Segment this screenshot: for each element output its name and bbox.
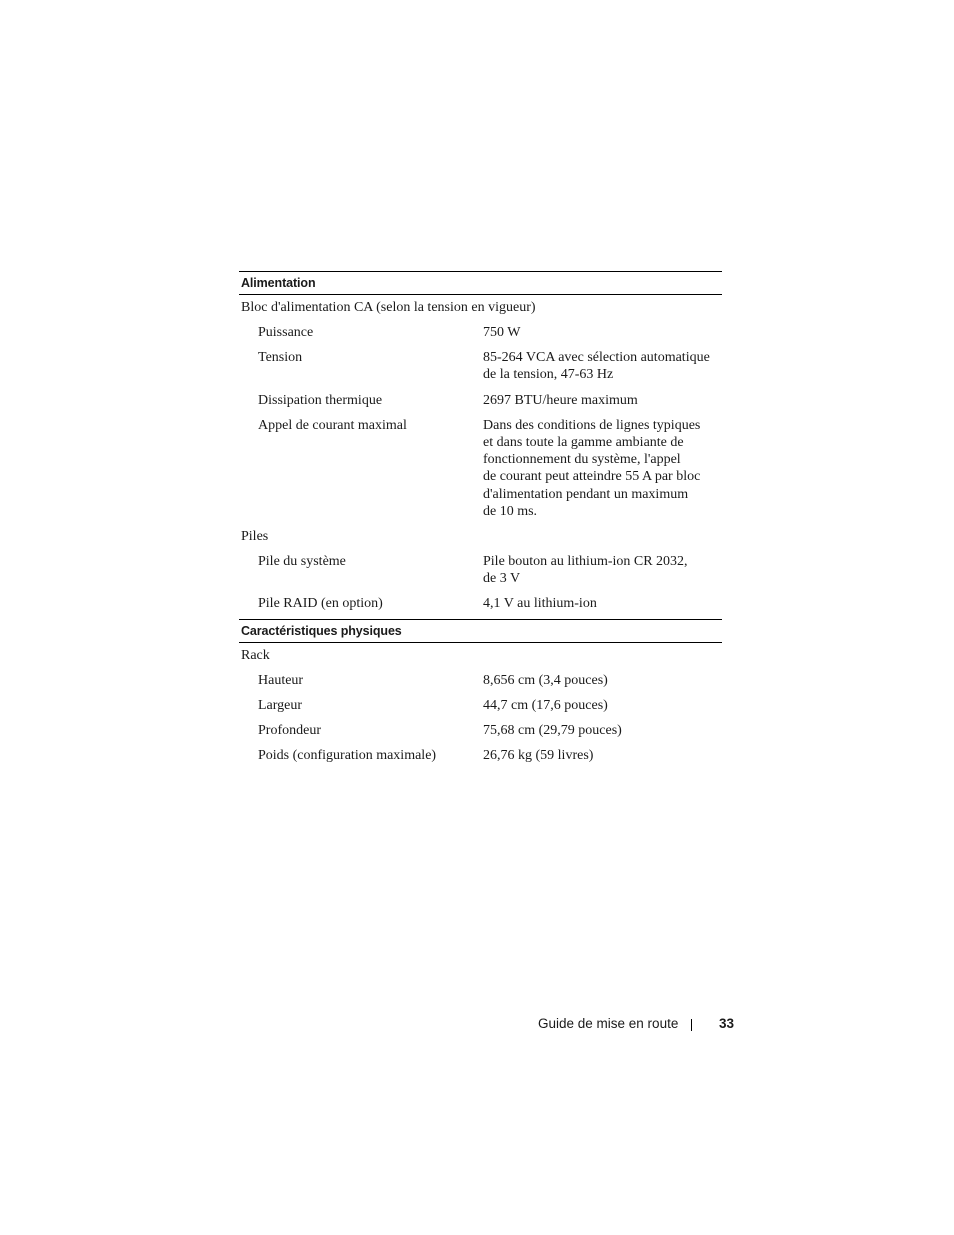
- spec-row-pile-systeme: [239, 549, 722, 591]
- spec-row-dissipation: [239, 388, 722, 413]
- section-alimentation: [239, 271, 722, 617]
- spec-label: Puissance: [258, 325, 314, 340]
- spec-value: [464, 672, 723, 689]
- spec-row-pile-raid: [239, 591, 722, 616]
- spec-value: [464, 349, 723, 383]
- group-title: Bloc d'alimentation CA (selon la tension en vigueur): [241, 300, 536, 315]
- footer-separator: [691, 1019, 692, 1031]
- spec-label: Pile RAID (en option): [258, 596, 383, 612]
- spec-value-line: de 3 V: [483, 571, 521, 587]
- spec-row-profondeur: [239, 718, 722, 743]
- spec-value: [464, 553, 723, 587]
- spec-value: [464, 697, 723, 714]
- spec-row-puissance: [239, 320, 722, 345]
- footer-title: Guide de mise en route: [538, 1016, 679, 1031]
- spec-value: [464, 417, 723, 520]
- spec-value: [464, 747, 723, 764]
- spec-value: [464, 324, 723, 341]
- group-bloc-alimentation: [239, 295, 722, 524]
- spec-row-poids: [239, 743, 722, 768]
- spec-value-line: 75,68 cm (29,79 pouces): [483, 723, 622, 739]
- spec-value-line: Dans des conditions de lignes typiques: [483, 417, 701, 433]
- spec-value-line: 2697 BTU/heure maximum: [483, 392, 638, 408]
- spec-value-line: d'alimentation pendant un maximum: [483, 486, 689, 502]
- spec-row-hauteur: [239, 668, 722, 693]
- spec-label: Profondeur: [258, 723, 321, 739]
- spec-value-line: 4,1 V au lithium-ion: [483, 596, 597, 612]
- group-title: Piles: [241, 529, 269, 545]
- group-rack: [239, 643, 722, 769]
- section-header: Caractéristiques physiques: [239, 619, 722, 643]
- spec-label: Largeur: [258, 697, 303, 713]
- spec-value-line: et dans toute la gamme ambiante de: [483, 435, 684, 451]
- spec-row-tension: [239, 345, 722, 387]
- section-header: Alimentation: [239, 271, 722, 295]
- spec-label: Dissipation thermique: [258, 392, 383, 408]
- spec-value-line: 44,7 cm (17,6 pouces): [483, 697, 608, 713]
- spec-label: Appel de courant maximal: [258, 417, 407, 433]
- spec-table: [239, 271, 722, 768]
- spec-label: Tension: [258, 350, 303, 366]
- spec-row-appel-courant: [239, 413, 722, 524]
- group-piles: [239, 524, 722, 617]
- group-title: Rack: [241, 647, 270, 663]
- spec-value-line: 26,76 kg (59 livres): [483, 748, 594, 764]
- spec-value-line: de la tension, 47-63 Hz: [483, 367, 614, 383]
- spec-value-line: fonctionnement du système, l'appel: [483, 452, 681, 468]
- spec-label: Hauteur: [258, 672, 304, 688]
- spec-value-line: de courant peut atteindre 55 A par bloc: [483, 469, 701, 485]
- spec-value-line: 8,656 cm (3,4 pouces): [483, 672, 608, 688]
- spec-value-line: de 10 ms.: [483, 503, 538, 519]
- spec-row-largeur: [239, 693, 722, 718]
- spec-value-line: 750 W: [483, 325, 521, 340]
- spec-label: Poids (configuration maximale): [258, 748, 437, 764]
- spec-value-line: Pile bouton au lithium-ion CR 2032,: [483, 554, 688, 570]
- spec-value-line: 85-264 VCA avec sélection automatique: [483, 350, 710, 366]
- section-caracteristiques-physiques: [239, 619, 722, 769]
- spec-value: [464, 392, 723, 409]
- spec-label: Pile du système: [258, 554, 346, 570]
- spec-value: [464, 595, 723, 612]
- spec-value: [464, 722, 723, 739]
- page-number: 33: [719, 1016, 735, 1031]
